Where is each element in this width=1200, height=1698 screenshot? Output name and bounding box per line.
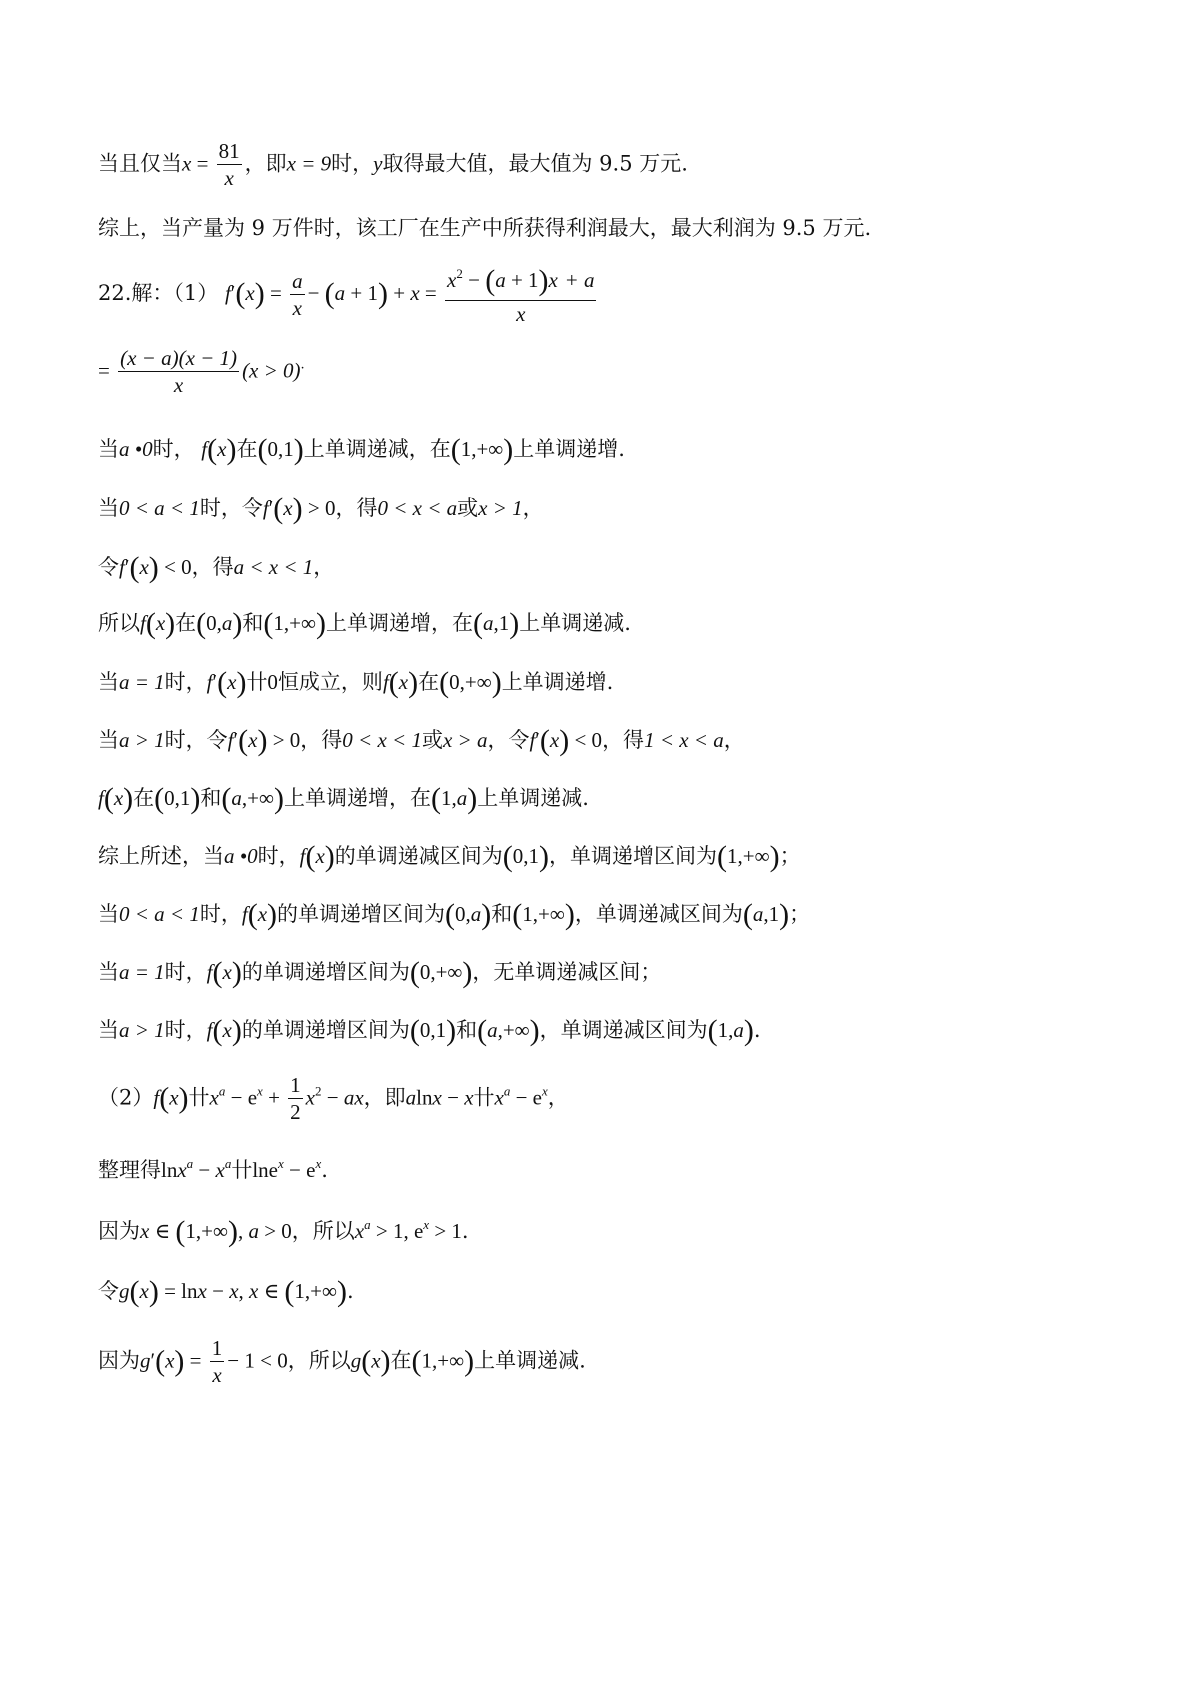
- text-line-10: 当a > 1时，令f′(x) > 0，得0 < x < 1或x > a，令f′(x) < 0，得1 < x < a，: [98, 724, 745, 757]
- text-line-16: （2）f(x)卄$x^a - e^x$ + $\frac{1}{2}$ $x^2$ − ax，即alnx − x卄$x^a - e^x$，: [98, 1073, 569, 1125]
- math: x = 9: [286, 151, 332, 176]
- text-line-5: 当a •0时， f(x)在(0,1)上单调递减，在(1,+∞)上单调递增.: [98, 433, 625, 466]
- text-line-14: 当a = 1时，f(x)的单调递增区间为(0,+∞)，无单调递减区间；: [98, 956, 662, 989]
- text-line-12: 综上所述，当a •0时，f(x)的单调递减区间为(0,1)，单调递增区间为(1,+∞)；: [98, 840, 801, 873]
- math: (x > 0): [242, 358, 301, 383]
- text-line-20: 因为g′(x) = $\frac{1}{x}$ − 1 < 0，所以g(x)在(1,+∞)上单调递减.: [98, 1336, 586, 1388]
- fraction: $\frac{81}{x}$: [218, 139, 240, 191]
- fraction: $\frac{1}{x}$: [211, 1336, 223, 1388]
- fraction-numerator: 81: [217, 138, 242, 165]
- fraction: $\frac{a}{x}$: [292, 268, 303, 320]
- text: 时，: [331, 151, 374, 176]
- text-line-13: 当0 < a < 1时，f(x)的单调递增区间为(0,a)和(1,+∞)，单调递减区间为(a,1)；: [98, 898, 811, 931]
- text: 当且仅当: [98, 151, 182, 176]
- text-line-15: 当a > 1时，f(x)的单调递增区间为(0,1)和(a,+∞)，单调递减区间为(1,a).: [98, 1014, 761, 1047]
- text-line-6: 当0 < a < 1时，令f′(x) > 0，得0 < x < a或x > 1，: [98, 492, 544, 525]
- text-line-1: 当且仅当x = $\frac{81}{x}$ ，即x = 9时，y取得最大值，最大值为 9.5 万元.: [98, 139, 688, 191]
- fraction-numerator: (x − a)(x − 1): [118, 345, 239, 372]
- fraction: $\frac{1}{2}$: [290, 1073, 301, 1125]
- text-line-9: 当a = 1时，f′(x)卄0恒成立，则f(x)在(0,+∞)上单调递增.: [98, 666, 614, 699]
- text-line-4: = $\frac{(x - a)(x - 1)}{x}$ (x > 0).: [98, 346, 305, 398]
- fraction: $\frac{x^2 - (a + 1)x + a}{x}$: [447, 264, 595, 326]
- text-line-17: 整理得$\ln x^a - x^a$卄$\ln e^x - e^x$.: [98, 1156, 328, 1182]
- text-line-18: 因为x ∈ (1,+∞), a > 0，所以$x^a > 1$, $e^x > 1$.: [98, 1215, 469, 1248]
- math-var: y: [373, 151, 383, 176]
- text: ，即: [244, 151, 287, 176]
- text-line-8: 所以f(x)在(0,a)和(1,+∞)上单调递增，在(a,1)上单调递减.: [98, 607, 631, 640]
- text-line-11: f(x)在(0,1)和(a,+∞)上单调递增，在(1,a)上单调递减.: [98, 782, 589, 815]
- text-line-19: 令g(x) = lnx − x, x ∈ (1,+∞).: [98, 1275, 354, 1308]
- text: 取得最大值，最大值为 9.5 万元.: [382, 151, 688, 176]
- text-line-7: 令f′(x) < 0，得a < x < 1，: [98, 551, 335, 584]
- fraction: $\frac{(x - a)(x - 1)}{x}$: [120, 346, 238, 398]
- problem-label: 22.解：（1）: [98, 280, 219, 305]
- text-line-3: 22.解：（1） f′(x) = $\frac{a}{x}$ − (a + 1) + x = $\frac{x^2 - (a + 1)x + a}{x}$: [98, 264, 595, 326]
- text-line-2: 综上，当产量为 9 万件时，该工厂在生产中所获得利润最大，最大利润为 9.5 万元.: [98, 216, 872, 240]
